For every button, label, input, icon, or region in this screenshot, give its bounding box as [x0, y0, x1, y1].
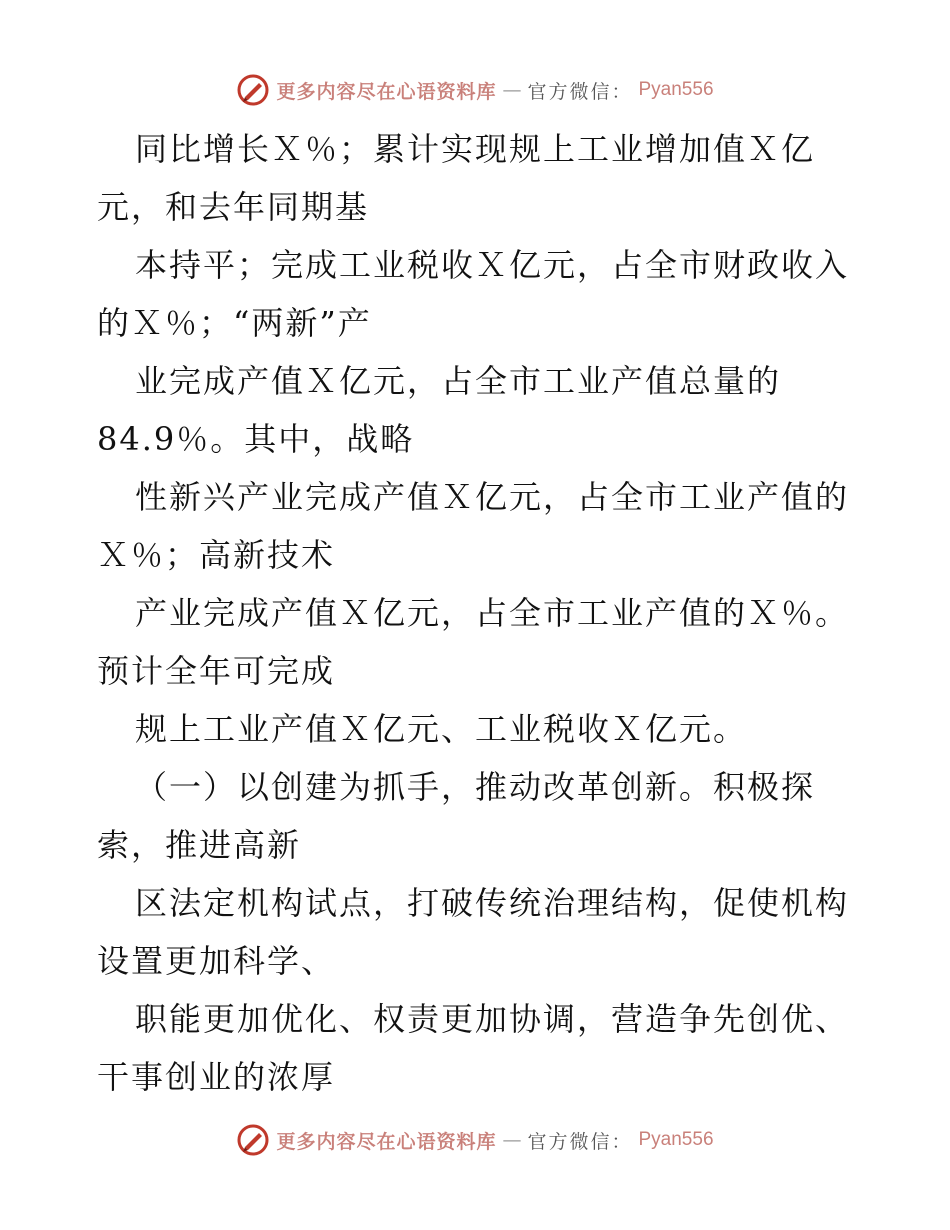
watermark-official-label: 官方微信：: [527, 1130, 633, 1153]
body-line: 的Ｘ％；“两新”产: [97, 304, 372, 342]
body-line: 产业完成产值Ｘ亿元，占全市工业产值的Ｘ％。: [135, 594, 850, 632]
body-line: 同比增长Ｘ％；累计实现规上工业增加值Ｘ亿: [135, 130, 816, 168]
body-line: （一）以创建为抓手，推动改革创新。积极探: [135, 768, 816, 806]
watermark-brand-text: 更多内容尽在心语资料库: [276, 1130, 497, 1153]
body-line: 本持平；完成工业税收Ｘ亿元，占全市财政收入: [135, 246, 850, 284]
body-line: 预计全年可完成: [97, 652, 336, 690]
document-body: [97, 120, 877, 1106]
body-line: 规上工业产值Ｘ亿元、工业税收Ｘ亿元。: [135, 710, 748, 748]
body-line: 索，推进高新: [97, 826, 302, 864]
body-line: Ｘ％；高新技术: [97, 536, 336, 574]
body-line: 职能更加优化、权责更加协调，营造争先创优、: [135, 1000, 850, 1038]
body-line: 干事创业的浓厚: [97, 1058, 336, 1096]
body-line: 设置更加科学、: [97, 942, 336, 980]
body-line: 性新兴产业完成产值Ｘ亿元，占全市工业产值的: [135, 478, 850, 516]
watermark-official-label: 官方微信：: [527, 80, 633, 103]
watermark-wechat-id: Pyan556: [638, 1129, 714, 1150]
footer-watermark: [0, 1120, 950, 1160]
watermark-brand-text: 更多内容尽在心语资料库: [276, 80, 497, 103]
body-line: 元，和去年同期基: [97, 188, 370, 226]
watermark-separator: —: [502, 1129, 522, 1151]
body-line: 业完成产值Ｘ亿元，占全市工业产值总量的: [135, 362, 782, 400]
watermark-separator: —: [502, 79, 522, 101]
watermark-wechat-id: Pyan556: [638, 79, 714, 100]
pen-logo-icon: [236, 1123, 270, 1157]
header-watermark: [0, 70, 950, 110]
body-line: 区法定机构试点，打破传统治理结构，促使机构: [135, 884, 850, 922]
pen-logo-icon: [236, 73, 270, 107]
body-line: 84.9％。其中，战略: [97, 420, 415, 458]
